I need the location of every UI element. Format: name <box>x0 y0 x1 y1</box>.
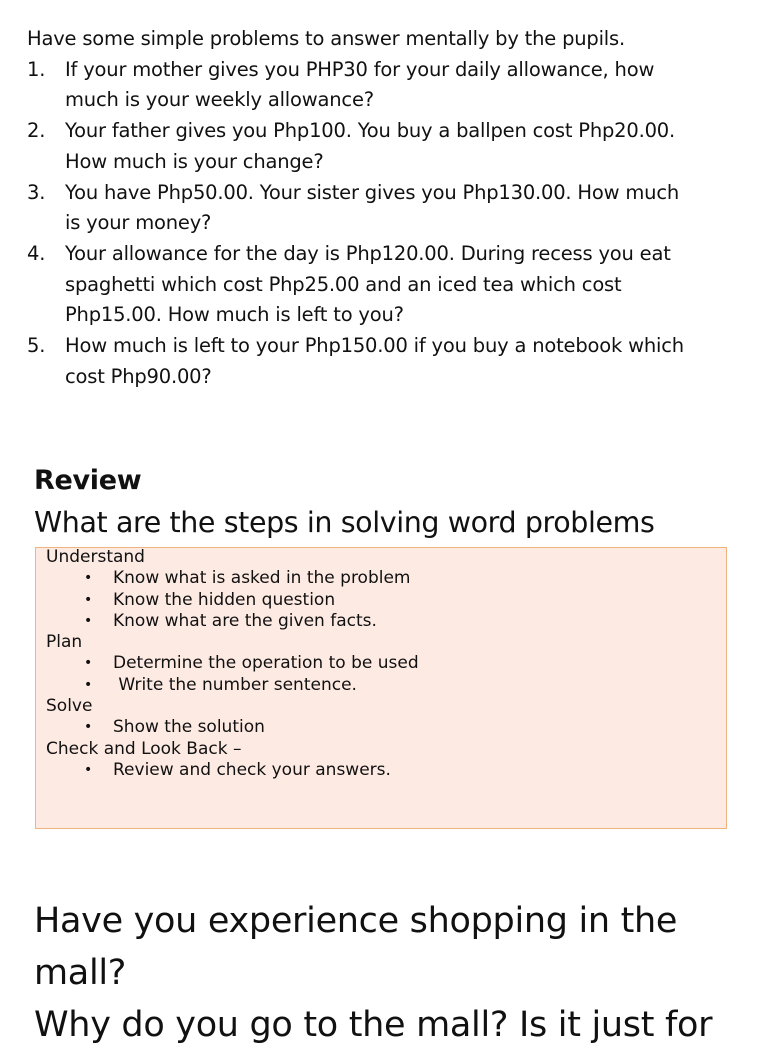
shopping-question <box>34 895 734 1051</box>
problem-item <box>27 239 747 331</box>
step-item <box>46 590 419 611</box>
step-item-text: Determine the operation to be used <box>113 653 419 674</box>
bullet-icon: • <box>84 591 93 608</box>
steps-box <box>35 547 727 829</box>
problem-item <box>27 331 747 392</box>
bullet-icon: • <box>84 676 93 693</box>
problem-item <box>27 178 747 239</box>
step-item <box>46 675 419 696</box>
step-item <box>46 760 419 781</box>
problem-text <box>65 55 747 116</box>
steps-list <box>46 547 419 781</box>
shopping-line: Why do you go to the mall? Is it just for <box>34 1005 713 1045</box>
step-title-understand: Understand <box>46 547 145 567</box>
problem-number: 4. <box>27 241 46 265</box>
problem-line: How much is your change? <box>65 149 324 173</box>
problem-list <box>27 55 747 393</box>
problem-text <box>65 239 747 331</box>
problem-text <box>65 178 747 239</box>
shopping-line: Have you experience shopping in the <box>34 901 678 941</box>
step-item <box>46 568 419 589</box>
step-title-plan: Plan <box>46 632 83 653</box>
problem-line: Php15.00. How much is left to you? <box>65 303 404 327</box>
problem-item <box>27 116 747 177</box>
problem-line: How much is left to your Php150.00 if you buy a notebook which <box>65 334 684 358</box>
step-item-text: Review and check your answers. <box>113 759 391 780</box>
intro-lead: Have some simple problems to answer mentally by the pupils. <box>27 27 625 50</box>
problem-number: 2. <box>27 119 46 143</box>
review-heading: Review <box>34 465 142 496</box>
problem-line: spaghetti which cost Php25.00 and an iced tea which cost <box>65 272 622 296</box>
step-title-solve: Solve <box>46 696 93 717</box>
step-title-check: Check and Look Back – <box>46 738 242 759</box>
intro-section <box>27 24 747 392</box>
step-item-text: Show the solution <box>113 717 265 738</box>
bullet-icon: • <box>84 570 93 587</box>
problem-number: 5. <box>27 334 46 358</box>
problem-line: You have Php50.00. Your sister gives you Php130.00. How much <box>65 180 680 204</box>
bullet-icon: • <box>84 612 93 629</box>
problem-line: Your father gives you Php100. You buy a ballpen cost Php20.00. <box>65 119 675 143</box>
step-item-text: Know the hidden question <box>113 589 336 610</box>
step-item-text: Know what are the given facts. <box>113 610 377 631</box>
problem-text <box>65 116 747 177</box>
bullet-icon: • <box>84 719 93 736</box>
step-item <box>46 653 419 674</box>
problem-line: much is your weekly allowance? <box>65 88 374 112</box>
problem-line: cost Php90.00? <box>65 364 212 388</box>
review-question: What are the steps in solving word problems <box>34 506 655 539</box>
bullet-icon: • <box>84 761 93 778</box>
problem-item <box>27 55 747 116</box>
bullet-icon: • <box>84 655 93 672</box>
problem-line: is your money? <box>65 211 212 235</box>
problem-number: 3. <box>27 180 46 204</box>
step-item-text: Know what is asked in the problem <box>113 568 411 589</box>
problem-text <box>65 331 747 392</box>
step-item <box>46 717 419 738</box>
shopping-line: mall? <box>34 953 127 993</box>
step-item-text: Write the number sentence. <box>113 674 357 695</box>
problem-line: Your allowance for the day is Php120.00. During recess you eat <box>65 241 671 265</box>
problem-number: 1. <box>27 57 46 81</box>
problem-line: If your mother gives you PHP30 for your daily allowance, how <box>65 57 655 81</box>
step-item <box>46 611 419 632</box>
